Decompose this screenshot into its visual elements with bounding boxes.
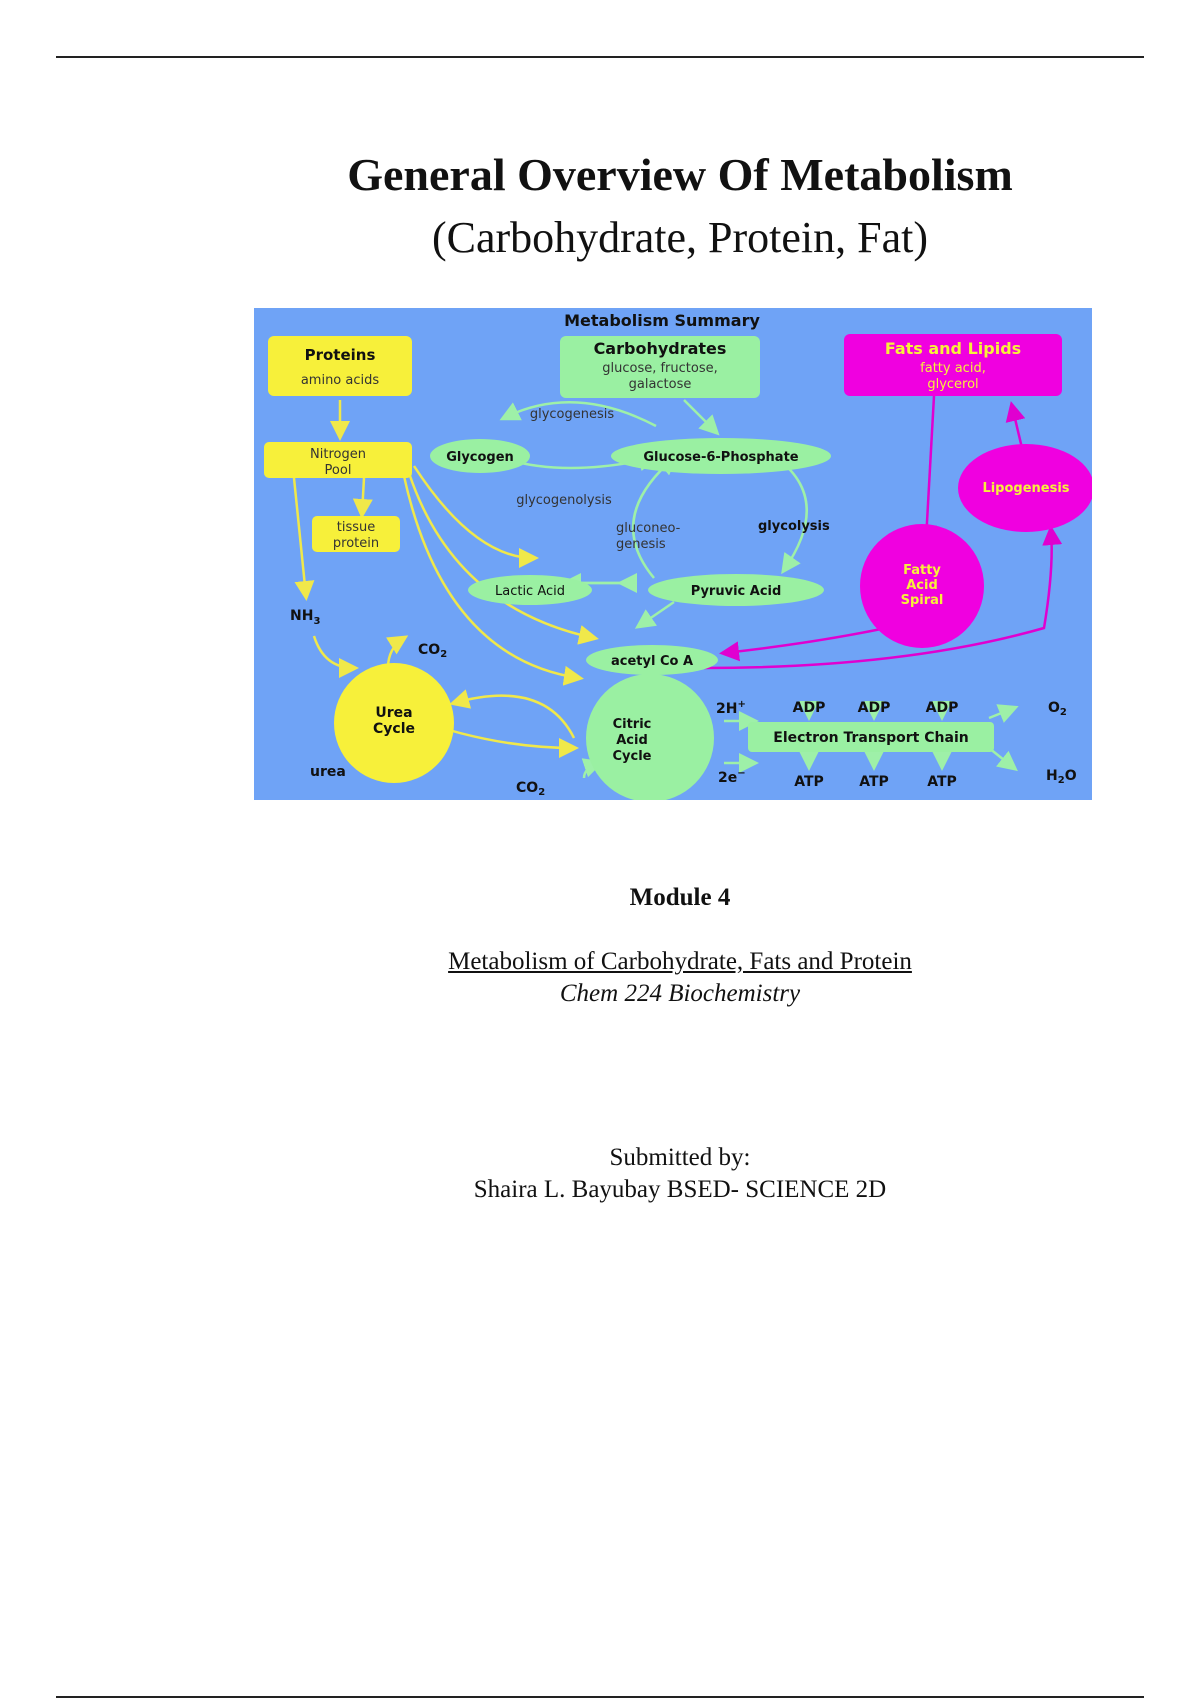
atp-label-2: ATP (859, 774, 889, 790)
carbohydrates-sub-line2: galactose (628, 377, 692, 392)
adp-label-3: ADP (925, 700, 959, 716)
glycogenesis-label: glycogenesis (529, 407, 615, 422)
document-subtitle: (Carbohydrate, Protein, Fat) (431, 213, 929, 262)
two-h-plus-label: 2H+ (716, 699, 746, 717)
tissue-protein-line2: protein (332, 536, 380, 551)
lactic-acid-label: Lactic Acid (494, 584, 566, 599)
pyruvic-acid-label: Pyruvic Acid (690, 584, 782, 599)
document-title: General Overview Of Metabolism (347, 149, 1013, 200)
amino-acids-label: amino acids (300, 373, 380, 388)
module-heading: Module 4 (629, 884, 731, 911)
lipogenesis-label: Lipogenesis (982, 481, 1070, 496)
adp-label-2: ADP (857, 700, 891, 716)
citric-acid-cycle-line3: Cycle (612, 749, 652, 764)
module-subject: Metabolism of Carbohydrate, Fats and Protein (448, 948, 912, 975)
nitrogen-pool-line2: Pool (324, 463, 352, 478)
author-line: Shaira L. Bayubay BSED- SCIENCE 2D (473, 1176, 887, 1203)
glucose-6-phosphate-label: Glucose-6-Phosphate (643, 450, 799, 465)
carbohydrates-sub-line1: glucose, fructose, (602, 361, 718, 376)
glycogen-label: Glycogen (446, 450, 514, 465)
fatty-acid-spiral-line2: Acid (906, 578, 938, 593)
carbohydrates-label: Carbohydrates (593, 339, 727, 358)
course-name: Chem 224 Biochemistry (559, 980, 801, 1007)
tissue-protein-line1: tissue (336, 520, 376, 535)
atp-label-1: ATP (794, 774, 824, 790)
urea-label: urea (310, 764, 346, 780)
acetyl-coa-label: acetyl Co A (610, 654, 694, 669)
two-e-minus-label: 2e− (718, 768, 746, 786)
fats-sub-line1: fatty acid, (920, 361, 986, 376)
h2o-label: $H_2O$ (1046, 768, 1077, 786)
glycolysis-label: glycolysis (758, 519, 830, 534)
glycogenolysis-label: glycogenolysis (516, 493, 612, 508)
citric-acid-cycle-node (586, 674, 714, 800)
electron-transport-chain-label: Electron Transport Chain (773, 730, 969, 746)
gluconeogenesis-line1: gluconeo- (616, 521, 681, 536)
diagram-heading: Metabolism Summary (564, 311, 760, 330)
fats-sub-line2: glycerol (927, 377, 979, 392)
urea-cycle-line1: Urea (375, 705, 413, 721)
citric-acid-cycle-line2: Acid (616, 733, 648, 748)
atp-label-3: ATP (927, 774, 957, 790)
adp-label-1: ADP (792, 700, 826, 716)
o2-label: $O_2$ (1048, 700, 1067, 718)
nh3-label: $NH_3$ (290, 608, 321, 627)
submitted-by-label: Submitted by: (609, 1144, 751, 1171)
proteins-label: Proteins (304, 346, 376, 364)
co2-label-top: $CO_2$ (418, 642, 448, 660)
fats-label: Fats and Lipids (884, 339, 1022, 358)
fatty-acid-spiral-line3: Spiral (900, 593, 944, 608)
gluconeogenesis-line2: genesis (616, 537, 666, 552)
urea-cycle-line2: Cycle (373, 721, 415, 737)
nitrogen-pool-line1: Nitrogen (310, 447, 366, 462)
co2-label-bottom: $CO_2$ (516, 780, 546, 798)
fatty-acid-spiral-line1: Fatty (903, 563, 941, 578)
metabolism-summary-diagram (254, 308, 1092, 800)
top-rule (56, 56, 1144, 58)
citric-acid-cycle-line1: Citric (612, 717, 652, 732)
bottom-rule (56, 1696, 1144, 1698)
